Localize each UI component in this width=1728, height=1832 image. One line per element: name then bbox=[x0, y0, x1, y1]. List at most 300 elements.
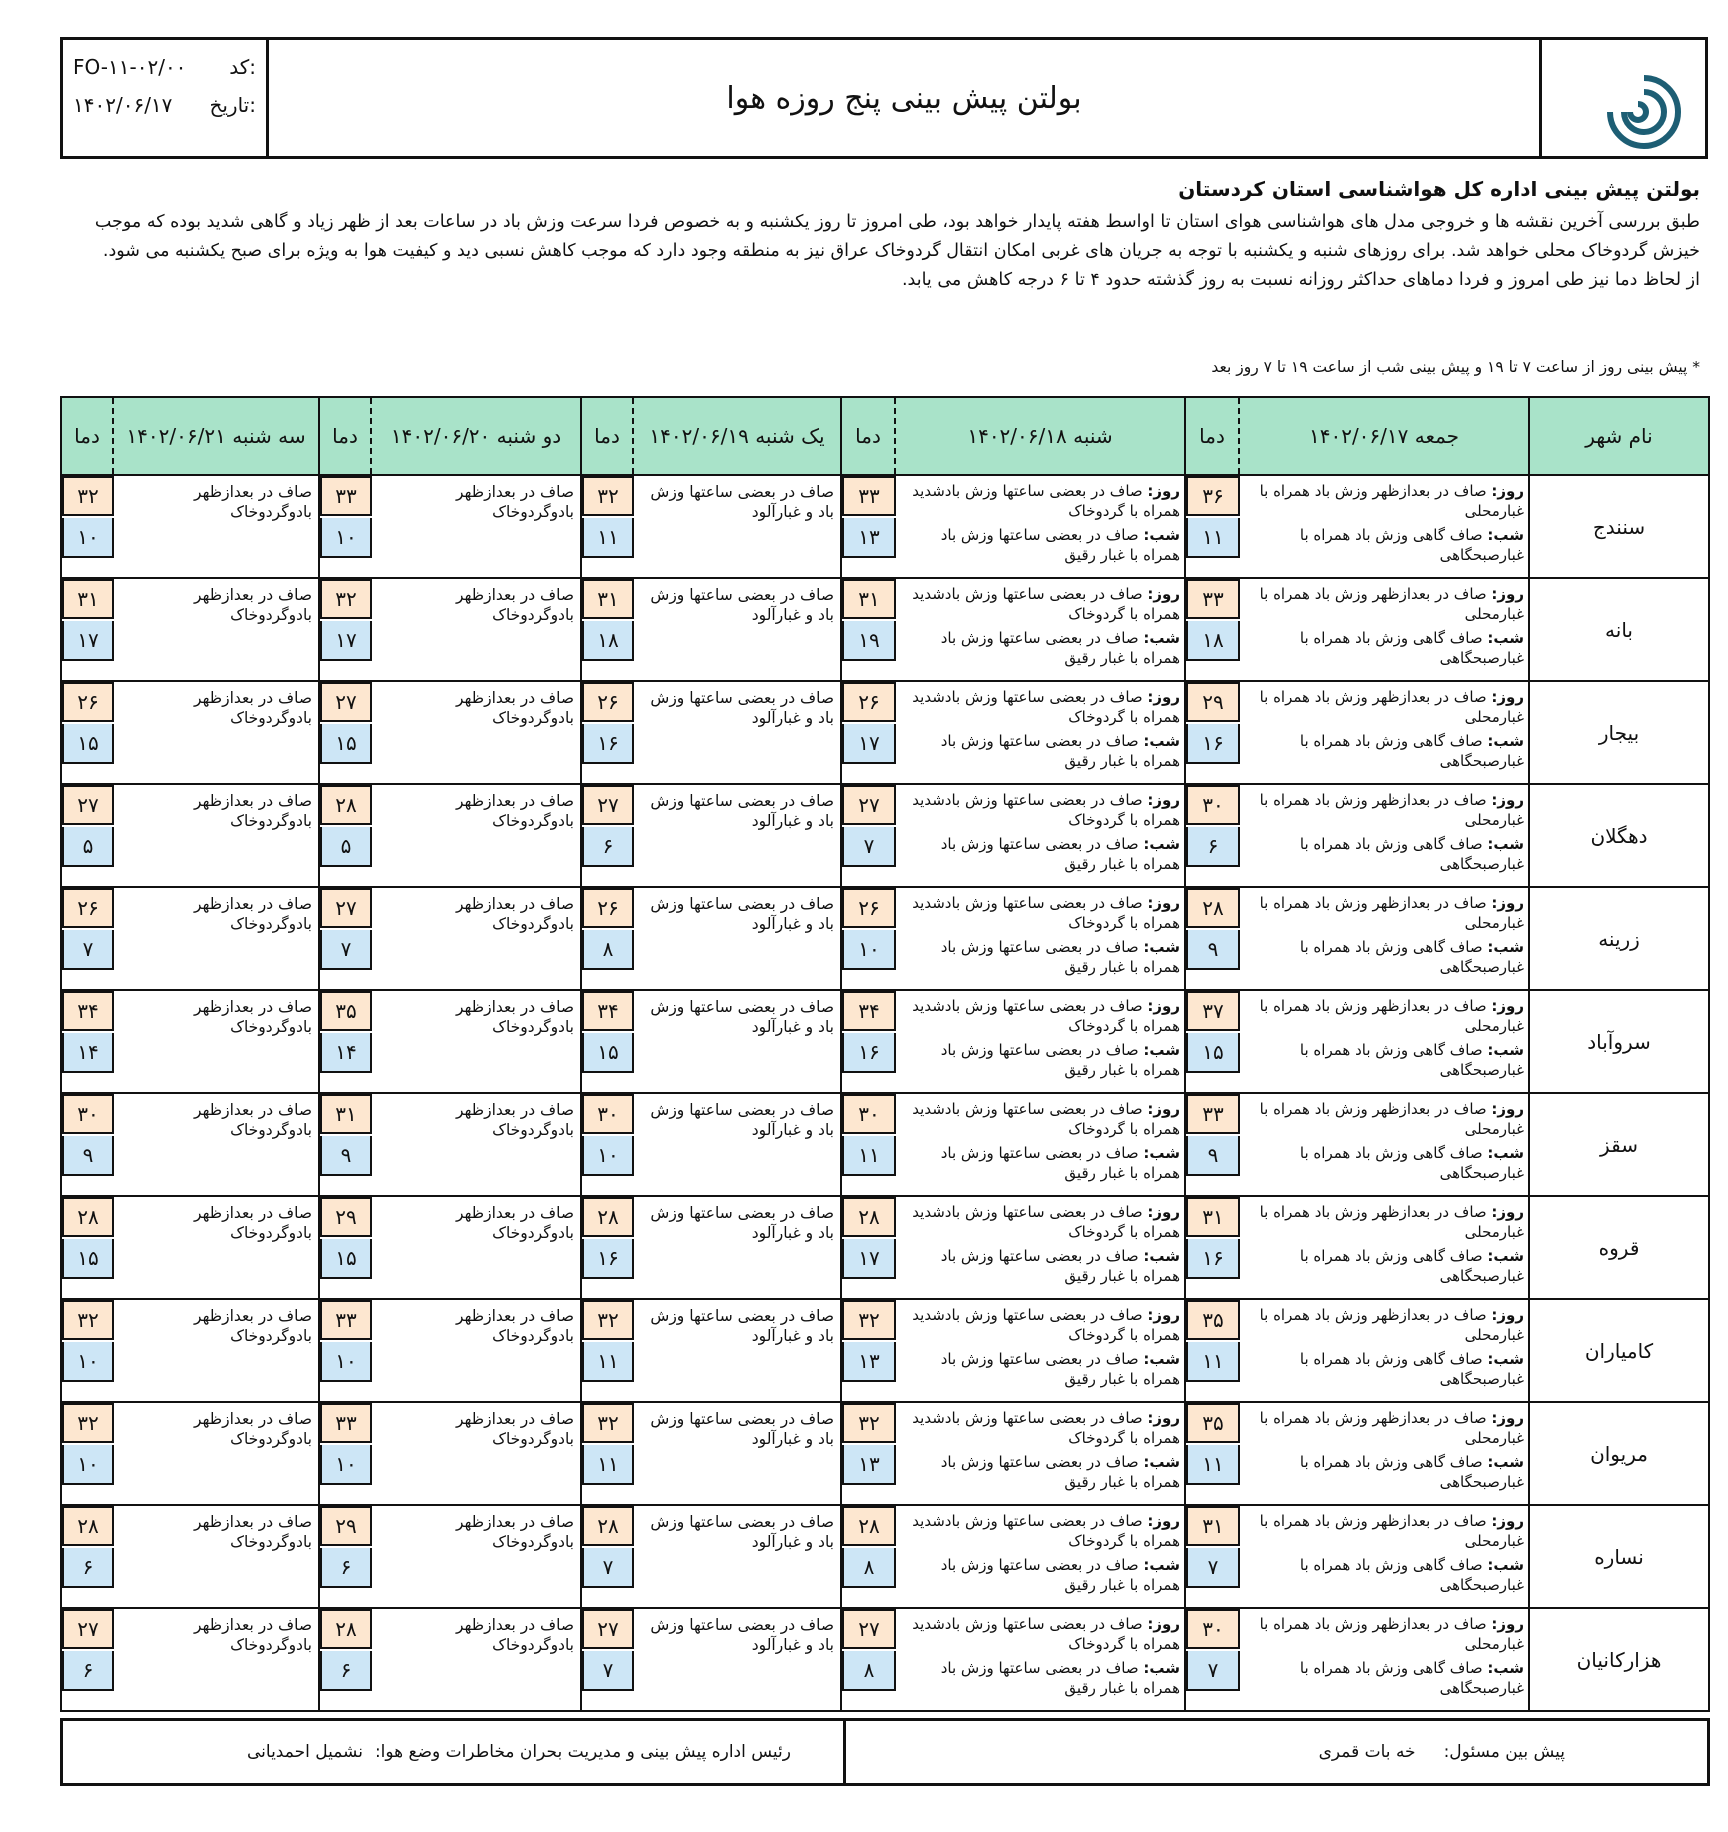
min-temp: ۱۵ bbox=[582, 1033, 634, 1073]
forecast-desc-d3: صاف در بعضی ساعتها وزش باد و غبارآلود bbox=[634, 1094, 842, 1195]
night-label: شب: bbox=[1487, 835, 1524, 853]
max-temp: ۳۴ bbox=[842, 991, 896, 1031]
head-name: نشمیل احمدیانی bbox=[247, 1742, 363, 1762]
code-value: FO-۱۱-۰۲/۰۰ bbox=[73, 55, 187, 79]
max-temp: ۲۷ bbox=[582, 1609, 634, 1649]
night-text: صاف در بعضی ساعتها وزش باد همراه با غبار رقیق bbox=[940, 1659, 1180, 1697]
day-forecast bbox=[902, 1409, 1180, 1448]
day-text: صاف در بعضی ساعتها وزش بادشدید همراه با گردوخاک bbox=[912, 997, 1180, 1035]
forecast-desc-d1 bbox=[1240, 1506, 1530, 1607]
temp-cell-d4 bbox=[320, 1609, 372, 1710]
day-forecast bbox=[902, 482, 1180, 521]
forecast-desc-d4: صاف در بعدازظهر بادوگردوخاک bbox=[372, 1609, 582, 1710]
temp-cell-d2 bbox=[842, 1094, 896, 1195]
header-day5: سه شنبه ۱۴۰۲/۰۶/۲۱ bbox=[114, 398, 320, 474]
forecast-desc-d2 bbox=[896, 785, 1186, 886]
forecast-desc-d4: صاف در بعدازظهر بادوگردوخاک bbox=[372, 476, 582, 577]
temp-cell-d2 bbox=[842, 1506, 896, 1607]
forecast-desc-d3: صاف در بعضی ساعتها وزش باد و غبارآلود bbox=[634, 579, 842, 680]
forecast-desc-d5: صاف در بعدازظهر بادوگردوخاک bbox=[114, 579, 320, 680]
max-temp: ۳۳ bbox=[320, 476, 372, 516]
max-temp: ۲۷ bbox=[842, 785, 896, 825]
day-forecast bbox=[1246, 585, 1524, 624]
forecast-desc-d2 bbox=[896, 1300, 1186, 1401]
min-temp: ۱۳ bbox=[842, 518, 896, 558]
day-label: روز: bbox=[1491, 1203, 1524, 1221]
temp-cell-d5 bbox=[62, 888, 114, 989]
min-temp: ۶ bbox=[320, 1548, 372, 1588]
min-temp: ۱۴ bbox=[62, 1033, 114, 1073]
night-text: صاف در بعضی ساعتها وزش باد همراه با غبار رقیق bbox=[940, 732, 1180, 770]
day-label: روز: bbox=[1147, 1306, 1180, 1324]
day-text: صاف در بعدازظهر وزش باد همراه با غبارمحلی bbox=[1259, 482, 1524, 520]
forecast-desc-d2 bbox=[896, 579, 1186, 680]
temp-cell-d2 bbox=[842, 476, 896, 577]
forecast-desc-d5: صاف در بعدازظهر بادوگردوخاک bbox=[114, 1300, 320, 1401]
header-temp-d3: دما bbox=[582, 398, 634, 474]
min-temp: ۱۸ bbox=[582, 621, 634, 661]
night-label: شب: bbox=[1143, 629, 1180, 647]
max-temp: ۳۲ bbox=[320, 579, 372, 619]
forecast-desc-d2 bbox=[896, 682, 1186, 783]
night-text: صاف گاهی وزش باد همراه با غبارصبحگاهی bbox=[1299, 938, 1524, 976]
day-forecast bbox=[1246, 1306, 1524, 1345]
day-forecast bbox=[902, 791, 1180, 830]
forecast-desc-d4: صاف در بعدازظهر بادوگردوخاک bbox=[372, 1094, 582, 1195]
header-city: نام شهر bbox=[1585, 424, 1653, 448]
city-name: هزارکانیان bbox=[1576, 1647, 1662, 1672]
max-temp: ۳۵ bbox=[1186, 1300, 1240, 1340]
day-label: روز: bbox=[1147, 894, 1180, 912]
day-text: صاف در بعدازظهر وزش باد همراه با غبارمحلی bbox=[1259, 1203, 1524, 1241]
max-temp: ۲۸ bbox=[320, 785, 372, 825]
day-label: روز: bbox=[1147, 1409, 1180, 1427]
intro-heading: بولتن پیش بینی اداره کل هواشناسی استان کردستان bbox=[1178, 177, 1700, 201]
day-text: صاف در بعضی ساعتها وزش بادشدید همراه با گردوخاک bbox=[912, 1100, 1180, 1138]
city-name: بیجار bbox=[1598, 720, 1640, 745]
temp-cell-d3 bbox=[582, 1300, 634, 1401]
day-forecast bbox=[1246, 997, 1524, 1036]
day-label: روز: bbox=[1491, 997, 1524, 1015]
day-label: روز: bbox=[1491, 894, 1524, 912]
temp-cell-d4 bbox=[320, 579, 372, 680]
min-temp: ۱۱ bbox=[582, 1342, 634, 1382]
night-forecast bbox=[1246, 938, 1524, 977]
min-temp: ۱۱ bbox=[1186, 1445, 1240, 1485]
max-temp: ۳۷ bbox=[1186, 991, 1240, 1031]
min-temp: ۶ bbox=[62, 1548, 114, 1588]
max-temp: ۳۲ bbox=[842, 1300, 896, 1340]
forecast-desc-d1 bbox=[1240, 1609, 1530, 1710]
night-text: صاف در بعضی ساعتها وزش باد همراه با غبار رقیق bbox=[940, 1556, 1180, 1594]
day-text: صاف در بعضی ساعتها وزش بادشدید همراه با گردوخاک bbox=[912, 791, 1180, 829]
temp-cell-d4 bbox=[320, 1300, 372, 1401]
bulletin-header bbox=[60, 37, 1708, 159]
night-text: صاف در بعضی ساعتها وزش باد همراه با غبار رقیق bbox=[940, 1041, 1180, 1079]
forecast-desc-d4: صاف در بعدازظهر بادوگردوخاک bbox=[372, 1197, 582, 1298]
night-label: شب: bbox=[1487, 1556, 1524, 1574]
table-row bbox=[60, 1609, 1710, 1712]
day-text: صاف در بعدازظهر وزش باد همراه با غبارمحلی bbox=[1259, 688, 1524, 726]
day-text: صاف در بعدازظهر وزش باد همراه با غبارمحلی bbox=[1259, 585, 1524, 623]
max-temp: ۳۴ bbox=[62, 991, 114, 1031]
night-text: صاف گاهی وزش باد همراه با غبارصبحگاهی bbox=[1299, 1659, 1524, 1697]
night-forecast bbox=[902, 732, 1180, 771]
day-forecast bbox=[1246, 1512, 1524, 1551]
min-temp: ۸ bbox=[842, 1548, 896, 1588]
code-label: کد: bbox=[229, 55, 256, 79]
forecast-desc-d1 bbox=[1240, 785, 1530, 886]
night-label: شب: bbox=[1487, 1144, 1524, 1162]
temp-cell-d1 bbox=[1186, 1403, 1240, 1504]
day-forecast bbox=[1246, 1203, 1524, 1242]
forecast-desc-d4: صاف در بعدازظهر بادوگردوخاک bbox=[372, 1300, 582, 1401]
temp-cell-d5 bbox=[62, 1094, 114, 1195]
max-temp: ۳۳ bbox=[320, 1403, 372, 1443]
max-temp: ۲۶ bbox=[842, 682, 896, 722]
min-temp: ۵ bbox=[62, 827, 114, 867]
forecast-desc-d5: صاف در بعدازظهر بادوگردوخاک bbox=[114, 1403, 320, 1504]
city-name: نساره bbox=[1594, 1544, 1644, 1569]
day-forecast bbox=[902, 1203, 1180, 1242]
max-temp: ۲۹ bbox=[320, 1197, 372, 1237]
night-label: شب: bbox=[1143, 1659, 1180, 1677]
table-row bbox=[60, 579, 1710, 682]
day-forecast bbox=[902, 1100, 1180, 1139]
intro-paragraph-2: از لحاظ دما نیز طی امروز و فردا دماهای حداکثر روزانه نسبت به روز گذشته حدود ۴ تا ۶ درجه کاهش می یابد. bbox=[901, 270, 1700, 290]
min-temp: ۱۰ bbox=[320, 1342, 372, 1382]
temp-cell-d5 bbox=[62, 1609, 114, 1710]
night-text: صاف گاهی وزش باد همراه با غبارصبحگاهی bbox=[1299, 526, 1524, 564]
night-text: صاف در بعضی ساعتها وزش باد همراه با غبار رقیق bbox=[940, 1144, 1180, 1182]
night-label: شب: bbox=[1487, 1350, 1524, 1368]
max-temp: ۳۵ bbox=[320, 991, 372, 1031]
day-label: روز: bbox=[1147, 1203, 1180, 1221]
header-temp-d4: دما bbox=[320, 398, 372, 474]
date-label: تاریخ: bbox=[209, 93, 256, 117]
temp-cell-d1 bbox=[1186, 476, 1240, 577]
forecast-desc-d5: صاف در بعدازظهر بادوگردوخاک bbox=[114, 785, 320, 886]
min-temp: ۷ bbox=[582, 1548, 634, 1588]
temp-cell-d2 bbox=[842, 888, 896, 989]
night-forecast bbox=[902, 1144, 1180, 1183]
day-text: صاف در بعدازظهر وزش باد همراه با غبارمحلی bbox=[1259, 894, 1524, 932]
day-text: صاف در بعضی ساعتها وزش بادشدید همراه با گردوخاک bbox=[912, 1203, 1180, 1241]
table-row bbox=[60, 476, 1710, 579]
min-temp: ۹ bbox=[1186, 930, 1240, 970]
temp-cell-d2 bbox=[842, 682, 896, 783]
max-temp: ۳۱ bbox=[1186, 1197, 1240, 1237]
forecast-desc-d1 bbox=[1240, 1197, 1530, 1298]
night-text: صاف گاهی وزش باد همراه با غبارصبحگاهی bbox=[1299, 1453, 1524, 1491]
max-temp: ۳۲ bbox=[62, 1300, 114, 1340]
min-temp: ۹ bbox=[320, 1136, 372, 1176]
forecaster-name: خه بات قمری bbox=[1318, 1742, 1416, 1762]
temp-cell-d2 bbox=[842, 579, 896, 680]
temp-cell-d3 bbox=[582, 888, 634, 989]
table-row bbox=[60, 1403, 1710, 1506]
header-temp-d1: دما bbox=[1186, 398, 1240, 474]
max-temp: ۳۱ bbox=[1186, 1506, 1240, 1546]
night-forecast bbox=[1246, 1144, 1524, 1183]
day-text: صاف در بعضی ساعتها وزش بادشدید همراه با گردوخاک bbox=[912, 585, 1180, 623]
header-day4: دو شنبه ۱۴۰۲/۰۶/۲۰ bbox=[372, 398, 582, 474]
city-name: زرینه bbox=[1598, 926, 1640, 951]
forecast-desc-d3: صاف در بعضی ساعتها وزش باد و غبارآلود bbox=[634, 1506, 842, 1607]
table-row bbox=[60, 1300, 1710, 1403]
day-forecast bbox=[1246, 1409, 1524, 1448]
max-temp: ۲۷ bbox=[320, 888, 372, 928]
night-label: شب: bbox=[1143, 1556, 1180, 1574]
temp-cell-d4 bbox=[320, 476, 372, 577]
forecast-desc-d5: صاف در بعدازظهر بادوگردوخاک bbox=[114, 1506, 320, 1607]
night-text: صاف گاهی وزش باد همراه با غبارصبحگاهی bbox=[1299, 732, 1524, 770]
min-temp: ۱۵ bbox=[62, 724, 114, 764]
min-temp: ۸ bbox=[842, 1651, 896, 1691]
day-label: روز: bbox=[1147, 1615, 1180, 1633]
temp-cell-d2 bbox=[842, 785, 896, 886]
max-temp: ۲۸ bbox=[842, 1197, 896, 1237]
min-temp: ۱۸ bbox=[1186, 621, 1240, 661]
temp-cell-d1 bbox=[1186, 682, 1240, 783]
day-forecast bbox=[902, 1306, 1180, 1345]
day-forecast bbox=[1246, 1615, 1524, 1654]
max-temp: ۲۸ bbox=[842, 1506, 896, 1546]
forecast-desc-d3: صاف در بعضی ساعتها وزش باد و غبارآلود bbox=[634, 1197, 842, 1298]
night-text: صاف گاهی وزش باد همراه با غبارصبحگاهی bbox=[1299, 629, 1524, 667]
night-forecast bbox=[1246, 732, 1524, 771]
night-forecast bbox=[1246, 1041, 1524, 1080]
min-temp: ۱۰ bbox=[62, 518, 114, 558]
forecast-desc-d4: صاف در بعدازظهر بادوگردوخاک bbox=[372, 1403, 582, 1504]
min-temp: ۱۹ bbox=[842, 621, 896, 661]
max-temp: ۳۲ bbox=[582, 1403, 634, 1443]
night-text: صاف در بعضی ساعتها وزش باد همراه با غبار رقیق bbox=[940, 1453, 1180, 1491]
day-forecast bbox=[1246, 482, 1524, 521]
temp-cell-d1 bbox=[1186, 579, 1240, 680]
night-forecast bbox=[902, 1247, 1180, 1286]
day-text: صاف در بعدازظهر وزش باد همراه با غبارمحلی bbox=[1259, 1306, 1524, 1344]
doc-meta bbox=[63, 40, 269, 156]
day-forecast bbox=[902, 894, 1180, 933]
min-temp: ۱۰ bbox=[582, 1136, 634, 1176]
temp-cell-d4 bbox=[320, 1197, 372, 1298]
forecast-desc-d3: صاف در بعضی ساعتها وزش باد و غبارآلود bbox=[634, 1300, 842, 1401]
forecast-desc-d3: صاف در بعضی ساعتها وزش باد و غبارآلود bbox=[634, 1609, 842, 1710]
table-row bbox=[60, 1506, 1710, 1609]
max-temp: ۲۸ bbox=[320, 1609, 372, 1649]
forecast-desc-d5: صاف در بعدازظهر بادوگردوخاک bbox=[114, 682, 320, 783]
min-temp: ۶ bbox=[1186, 827, 1240, 867]
forecast-desc-d1 bbox=[1240, 682, 1530, 783]
night-forecast bbox=[1246, 1453, 1524, 1492]
night-text: صاف در بعضی ساعتها وزش باد همراه با غبار رقیق bbox=[940, 526, 1180, 564]
min-temp: ۱۴ bbox=[320, 1033, 372, 1073]
min-temp: ۱۷ bbox=[842, 1239, 896, 1279]
temp-cell-d4 bbox=[320, 1506, 372, 1607]
temp-cell-d3 bbox=[582, 991, 634, 1092]
max-temp: ۲۶ bbox=[842, 888, 896, 928]
min-temp: ۷ bbox=[1186, 1651, 1240, 1691]
forecast-desc-d5: صاف در بعدازظهر بادوگردوخاک bbox=[114, 1609, 320, 1710]
max-temp: ۲۸ bbox=[62, 1197, 114, 1237]
temp-cell-d2 bbox=[842, 1403, 896, 1504]
min-temp: ۱۱ bbox=[842, 1136, 896, 1176]
max-temp: ۲۹ bbox=[1186, 682, 1240, 722]
night-text: صاف در بعضی ساعتها وزش باد همراه با غبار رقیق bbox=[940, 1350, 1180, 1388]
temp-cell-d1 bbox=[1186, 1506, 1240, 1607]
temp-cell-d5 bbox=[62, 1506, 114, 1607]
night-label: شب: bbox=[1143, 835, 1180, 853]
min-temp: ۱۱ bbox=[1186, 518, 1240, 558]
night-label: شب: bbox=[1487, 629, 1524, 647]
max-temp: ۳۱ bbox=[582, 579, 634, 619]
temp-cell-d5 bbox=[62, 1403, 114, 1504]
day-label: روز: bbox=[1491, 791, 1524, 809]
max-temp: ۳۱ bbox=[842, 579, 896, 619]
night-label: شب: bbox=[1487, 526, 1524, 544]
forecast-desc-d1 bbox=[1240, 991, 1530, 1092]
temp-cell-d3 bbox=[582, 1506, 634, 1607]
night-label: شب: bbox=[1487, 1247, 1524, 1265]
min-temp: ۱۰ bbox=[320, 518, 372, 558]
max-temp: ۳۳ bbox=[1186, 1094, 1240, 1134]
max-temp: ۲۷ bbox=[320, 682, 372, 722]
forecast-desc-d4: صاف در بعدازظهر بادوگردوخاک bbox=[372, 579, 582, 680]
max-temp: ۳۲ bbox=[582, 476, 634, 516]
forecast-table bbox=[60, 396, 1710, 1712]
temp-cell-d1 bbox=[1186, 1094, 1240, 1195]
max-temp: ۲۶ bbox=[62, 682, 114, 722]
table-header-row bbox=[60, 396, 1710, 476]
min-temp: ۱۶ bbox=[582, 1239, 634, 1279]
day-label: روز: bbox=[1147, 997, 1180, 1015]
temp-cell-d3 bbox=[582, 1094, 634, 1195]
temp-cell-d4 bbox=[320, 1094, 372, 1195]
forecast-desc-d3: صاف در بعضی ساعتها وزش باد و غبارآلود bbox=[634, 888, 842, 989]
max-temp: ۲۷ bbox=[582, 785, 634, 825]
min-temp: ۱۷ bbox=[842, 724, 896, 764]
city-name: سروآباد bbox=[1587, 1029, 1651, 1054]
min-temp: ۱۶ bbox=[582, 724, 634, 764]
max-temp: ۲۶ bbox=[62, 888, 114, 928]
min-temp: ۷ bbox=[582, 1651, 634, 1691]
night-forecast bbox=[1246, 835, 1524, 874]
day-label: روز: bbox=[1147, 1512, 1180, 1530]
day-text: صاف در بعضی ساعتها وزش بادشدید همراه با گردوخاک bbox=[912, 1306, 1180, 1344]
temp-cell-d4 bbox=[320, 888, 372, 989]
forecast-desc-d2 bbox=[896, 888, 1186, 989]
max-temp: ۳۴ bbox=[582, 991, 634, 1031]
table-row bbox=[60, 682, 1710, 785]
min-temp: ۱۰ bbox=[62, 1445, 114, 1485]
max-temp: ۳۱ bbox=[320, 1094, 372, 1134]
city-name: کامیاران bbox=[1584, 1338, 1654, 1363]
min-temp: ۱۵ bbox=[1186, 1033, 1240, 1073]
max-temp: ۲۷ bbox=[842, 1609, 896, 1649]
day-forecast bbox=[902, 688, 1180, 727]
header-temp-d5: دما bbox=[62, 398, 114, 474]
forecast-desc-d5: صاف در بعدازظهر بادوگردوخاک bbox=[114, 476, 320, 577]
night-forecast bbox=[1246, 1659, 1524, 1698]
forecast-desc-d2 bbox=[896, 1403, 1186, 1504]
night-text: صاف گاهی وزش باد همراه با غبارصبحگاهی bbox=[1299, 835, 1524, 873]
night-text: صاف در بعضی ساعتها وزش باد همراه با غبار رقیق bbox=[940, 938, 1180, 976]
forecast-desc-d4: صاف در بعدازظهر بادوگردوخاک bbox=[372, 1506, 582, 1607]
forecast-desc-d2 bbox=[896, 991, 1186, 1092]
temp-cell-d3 bbox=[582, 476, 634, 577]
max-temp: ۳۱ bbox=[62, 579, 114, 619]
night-label: شب: bbox=[1143, 1247, 1180, 1265]
forecast-desc-d2 bbox=[896, 1197, 1186, 1298]
night-label: شب: bbox=[1487, 938, 1524, 956]
min-temp: ۶ bbox=[320, 1651, 372, 1691]
day-forecast bbox=[1246, 688, 1524, 727]
night-label: شب: bbox=[1143, 938, 1180, 956]
day-label: روز: bbox=[1491, 1306, 1524, 1324]
day-label: روز: bbox=[1491, 585, 1524, 603]
min-temp: ۱۵ bbox=[320, 724, 372, 764]
max-temp: ۳۶ bbox=[1186, 476, 1240, 516]
max-temp: ۲۶ bbox=[582, 888, 634, 928]
forecast-desc-d5: صاف در بعدازظهر بادوگردوخاک bbox=[114, 1197, 320, 1298]
night-forecast bbox=[902, 1041, 1180, 1080]
temp-cell-d3 bbox=[582, 1197, 634, 1298]
day-label: روز: bbox=[1491, 482, 1524, 500]
min-temp: ۷ bbox=[62, 930, 114, 970]
temp-cell-d1 bbox=[1186, 785, 1240, 886]
head-label: رئیس اداره پیش بینی و مدیریت بحران مخاطرات وضع هوا: bbox=[374, 1742, 791, 1762]
min-temp: ۶ bbox=[582, 827, 634, 867]
max-temp: ۲۸ bbox=[582, 1506, 634, 1546]
max-temp: ۲۷ bbox=[62, 785, 114, 825]
temp-cell-d3 bbox=[582, 682, 634, 783]
min-temp: ۱۶ bbox=[1186, 1239, 1240, 1279]
day-text: صاف در بعدازظهر وزش باد همراه با غبارمحلی bbox=[1259, 1512, 1524, 1550]
day-text: صاف در بعضی ساعتها وزش بادشدید همراه با گردوخاک bbox=[912, 1615, 1180, 1653]
table-row bbox=[60, 785, 1710, 888]
max-temp: ۳۳ bbox=[842, 476, 896, 516]
temp-cell-d5 bbox=[62, 785, 114, 886]
city-name: سنندج bbox=[1592, 514, 1646, 539]
min-temp: ۹ bbox=[1186, 1136, 1240, 1176]
forecast-desc-d3: صاف در بعضی ساعتها وزش باد و غبارآلود bbox=[634, 1403, 842, 1504]
day-text: صاف در بعدازظهر وزش باد همراه با غبارمحلی bbox=[1259, 1409, 1524, 1447]
max-temp: ۳۲ bbox=[582, 1300, 634, 1340]
min-temp: ۸ bbox=[582, 930, 634, 970]
table-row bbox=[60, 1094, 1710, 1197]
forecast-desc-d2 bbox=[896, 1609, 1186, 1710]
day-label: روز: bbox=[1147, 482, 1180, 500]
forecast-desc-d1 bbox=[1240, 888, 1530, 989]
temp-cell-d4 bbox=[320, 1403, 372, 1504]
night-forecast bbox=[1246, 1350, 1524, 1389]
day-label: روز: bbox=[1491, 1615, 1524, 1633]
max-temp: ۲۸ bbox=[582, 1197, 634, 1237]
day-label: روز: bbox=[1491, 688, 1524, 706]
forecast-desc-d5: صاف در بعدازظهر بادوگردوخاک bbox=[114, 991, 320, 1092]
day-forecast bbox=[1246, 791, 1524, 830]
temp-cell-d1 bbox=[1186, 991, 1240, 1092]
day-label: روز: bbox=[1147, 1100, 1180, 1118]
max-temp: ۲۸ bbox=[1186, 888, 1240, 928]
temp-cell-d3 bbox=[582, 785, 634, 886]
min-temp: ۱۷ bbox=[320, 621, 372, 661]
forecast-desc-d2 bbox=[896, 476, 1186, 577]
night-forecast bbox=[902, 835, 1180, 874]
night-text: صاف در بعضی ساعتها وزش باد همراه با غبار رقیق bbox=[940, 629, 1180, 667]
night-text: صاف گاهی وزش باد همراه با غبارصبحگاهی bbox=[1299, 1350, 1524, 1388]
